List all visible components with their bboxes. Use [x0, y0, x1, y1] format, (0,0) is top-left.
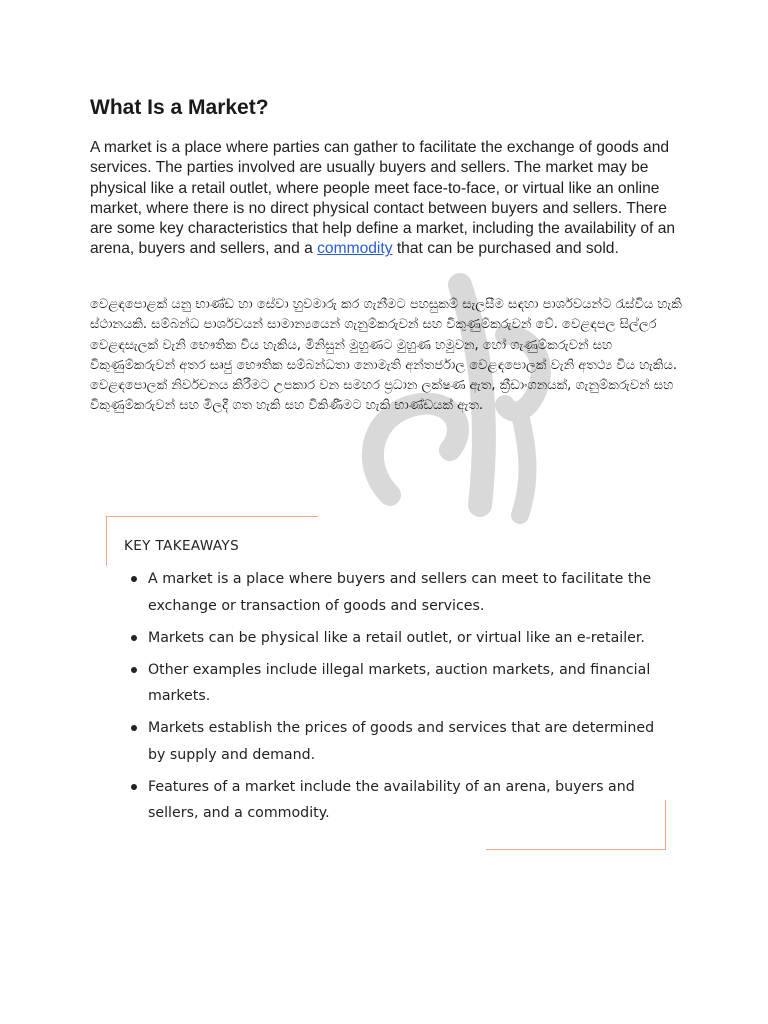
box-corner-bottom-right-horizontal — [486, 849, 666, 850]
key-takeaways-heading: KEY TAKEAWAYS — [124, 538, 240, 554]
takeaway-item — [128, 657, 658, 710]
box-corner-bottom-right-vertical — [665, 800, 666, 850]
takeaway-text: A market is a place where buyers and sellers can meet to facilitate the exchange or transaction of goods and services. — [148, 571, 652, 614]
takeaway-text: Markets establish the prices of goods and services that are determined by supply and demand. — [148, 720, 655, 763]
sinhala-paragraph: වෙළඳපොළක් යනු භාණ්ඩ හා සේවා හුවමාරු කර ගැනීමට පහසුකම් සැලසීම සඳහා පාර්ශවයන්ට රැස්විය හැකි ස්ථානයකි. සම්බන්ධ පාර්ශවයන් සාමාන්‍යයෙන් ගැනුම්කරුවන් සහ විකුණුම්කරුවන් වේ. වෙළඳපල සිල්ලර වෙළඳසැලක් වැනි භෞතික විය හැකිය, මිනිසුන් මුහුණට මුහුණ හමුවන, හෝ ගැණුම්කරුවන් සහ විකුණුම්කරුවන් අතර සෘජු භෞතික සම්බන්ධතා නොමැති අන්තර්ජාල වෙළඳපොලක් වැනි අතථ්‍ය විය හැකිය. වෙළඳපොලක් නිර්වචනය කිරීමට උපකාර වන සමහර ප්‍රධාන ලක්ෂණ ඇත, ක්‍රීඩාංගනයක්, ගැනුම්කරුවන් සහ විකුණුම්කරුවන් සහ මිලදී ගත හැකි සහ විකිණීමට හැකි භාණ්ඩයක් ඇත. — [90, 297, 682, 414]
bullet-icon — [131, 667, 137, 673]
bullet-icon — [131, 784, 137, 790]
key-takeaways-list — [128, 566, 658, 832]
key-takeaways-box — [106, 516, 666, 850]
page-title: What Is a Market? — [90, 96, 269, 119]
bullet-icon — [131, 635, 137, 641]
box-corner-top-left-vertical — [106, 516, 107, 566]
commodity-link[interactable]: commodity — [317, 240, 393, 258]
intro-paragraph — [90, 138, 686, 260]
intro-text-before-link: A market is a place where parties can gather to facilitate the exchange of goods and services. The parties involved are usually buyers and sellers. The market may be physical like a retail outlet, where people meet face-to-face, or virtual like an online market, where there is no direct physical contact between buyers and sellers. There are some key characteristics that help define a market, including the availability of an arena, buyers and sellers, and a — [90, 139, 676, 258]
bullet-icon — [131, 725, 137, 731]
takeaway-item — [128, 566, 658, 619]
takeaway-text: Markets can be physical like a retail outlet, or virtual like an e-retailer. — [148, 629, 645, 646]
takeaway-item — [128, 774, 658, 827]
takeaway-item — [128, 715, 658, 768]
takeaway-text: Other examples include illegal markets, auction markets, and financial markets. — [148, 661, 651, 704]
bullet-icon — [131, 576, 137, 582]
takeaway-item — [128, 625, 658, 652]
takeaway-text: Features of a market include the availability of an arena, buyers and sellers, and a commodity. — [148, 778, 635, 821]
intro-text-after-link: that can be purchased and sold. — [392, 240, 619, 258]
box-corner-top-left-horizontal — [106, 516, 318, 517]
